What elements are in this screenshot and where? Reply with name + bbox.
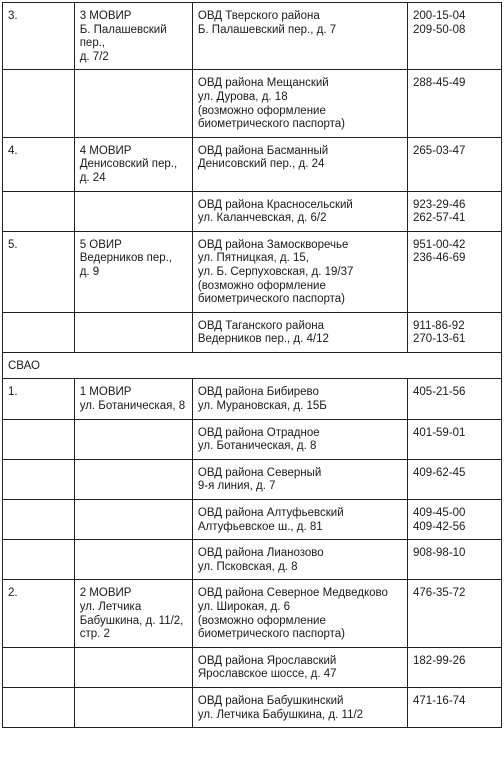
ovir-office-cell: 2 МОВИР ул. Летчика Бабушкина, д. 11/2, стр. 2 xyxy=(74,580,192,647)
table-row xyxy=(3,647,502,687)
ovir-table xyxy=(2,2,502,728)
ovd-department-cell: ОВД района Лианозово ул. Псковская, д. 8 xyxy=(192,540,407,580)
row-number-cell xyxy=(3,419,75,459)
table-row xyxy=(3,70,502,137)
ovd-department-cell: ОВД района Басманный Денисовский пер., д. 24 xyxy=(192,137,407,191)
phone-cell: 401-59-01 xyxy=(408,419,502,459)
ovir-table-body xyxy=(3,3,502,728)
section-row xyxy=(3,352,502,379)
row-number-cell xyxy=(3,191,75,231)
ovir-office-cell xyxy=(74,540,192,580)
row-number-cell xyxy=(3,647,75,687)
ovir-office-cell xyxy=(74,191,192,231)
ovir-office-cell xyxy=(74,500,192,540)
phone-cell: 405-21-56 xyxy=(408,379,502,419)
ovir-office-cell xyxy=(74,70,192,137)
ovd-department-cell: ОВД района Северный 9-я линия, д. 7 xyxy=(192,459,407,499)
ovir-office-cell: 1 МОВИР ул. Ботаническая, 8 xyxy=(74,379,192,419)
table-row xyxy=(3,687,502,727)
table-row xyxy=(3,191,502,231)
row-number-cell xyxy=(3,500,75,540)
row-number-cell xyxy=(3,459,75,499)
table-row xyxy=(3,540,502,580)
ovir-office-cell: 5 ОВИР Ведерников пер., д. 9 xyxy=(74,231,192,312)
ovd-department-cell: ОВД района Мещанский ул. Дурова, д. 18 (возможно оформление биометрического паспорта) xyxy=(192,70,407,137)
table-row xyxy=(3,137,502,191)
phone-cell: 471-16-74 xyxy=(408,687,502,727)
ovd-department-cell: ОВД района Бабушкинский ул. Летчика Бабушкина, д. 11/2 xyxy=(192,687,407,727)
phone-cell: 951-00-42 236-46-69 xyxy=(408,231,502,312)
table-row xyxy=(3,3,502,70)
ovd-department-cell: ОВД Тверского района Б. Палашевский пер., д. 7 xyxy=(192,3,407,70)
ovir-office-cell xyxy=(74,419,192,459)
document-page xyxy=(2,2,502,728)
row-number-cell: 2. xyxy=(3,580,75,647)
ovd-department-cell: ОВД района Красносельский ул. Каланчевская, д. 6/2 xyxy=(192,191,407,231)
row-number-cell: 5. xyxy=(3,231,75,312)
table-row xyxy=(3,312,502,352)
row-number-cell xyxy=(3,687,75,727)
ovir-office-cell xyxy=(74,647,192,687)
row-number-cell: 4. xyxy=(3,137,75,191)
phone-cell: 265-03-47 xyxy=(408,137,502,191)
table-row xyxy=(3,459,502,499)
table-row xyxy=(3,419,502,459)
phone-cell: 409-62-45 xyxy=(408,459,502,499)
row-number-cell: 1. xyxy=(3,379,75,419)
ovd-department-cell: ОВД района Ярославский Ярославское шоссе, д. 47 xyxy=(192,647,407,687)
row-number-cell xyxy=(3,540,75,580)
table-row xyxy=(3,231,502,312)
section-header-cell: СВАО xyxy=(3,352,502,379)
ovd-department-cell: ОВД района Бибирево ул. Мурановская, д. 15Б xyxy=(192,379,407,419)
phone-cell: 908-98-10 xyxy=(408,540,502,580)
phone-cell: 409-45-00 409-42-56 xyxy=(408,500,502,540)
ovir-office-cell xyxy=(74,687,192,727)
phone-cell: 911-86-92 270-13-61 xyxy=(408,312,502,352)
table-row xyxy=(3,500,502,540)
ovd-department-cell: ОВД района Северное Медведково ул. Широкая, д. 6 (возможно оформление биометрического паспорта) xyxy=(192,580,407,647)
row-number-cell xyxy=(3,70,75,137)
ovir-office-cell: 4 МОВИР Денисовский пер., д. 24 xyxy=(74,137,192,191)
ovir-office-cell: 3 МОВИР Б. Палашевский пер., д. 7/2 xyxy=(74,3,192,70)
phone-cell: 182-99-26 xyxy=(408,647,502,687)
ovd-department-cell: ОВД района Отрадное ул. Ботаническая, д. 8 xyxy=(192,419,407,459)
phone-cell: 200-15-04 209-50-08 xyxy=(408,3,502,70)
phone-cell: 476-35-72 xyxy=(408,580,502,647)
ovd-department-cell: ОВД Таганского района Ведерников пер., д. 4/12 xyxy=(192,312,407,352)
row-number-cell xyxy=(3,312,75,352)
ovir-office-cell xyxy=(74,459,192,499)
phone-cell: 288-45-49 xyxy=(408,70,502,137)
ovir-office-cell xyxy=(74,312,192,352)
table-row xyxy=(3,379,502,419)
phone-cell: 923-29-46 262-57-41 xyxy=(408,191,502,231)
table-row xyxy=(3,580,502,647)
ovd-department-cell: ОВД района Алтуфьевский Алтуфьевское ш., д. 81 xyxy=(192,500,407,540)
row-number-cell: 3. xyxy=(3,3,75,70)
ovd-department-cell: ОВД района Замоскворечье ул. Пятницкая, д. 15, ул. Б. Серпуховская, д. 19/37 (возможно оформление биометрического паспорта) xyxy=(192,231,407,312)
